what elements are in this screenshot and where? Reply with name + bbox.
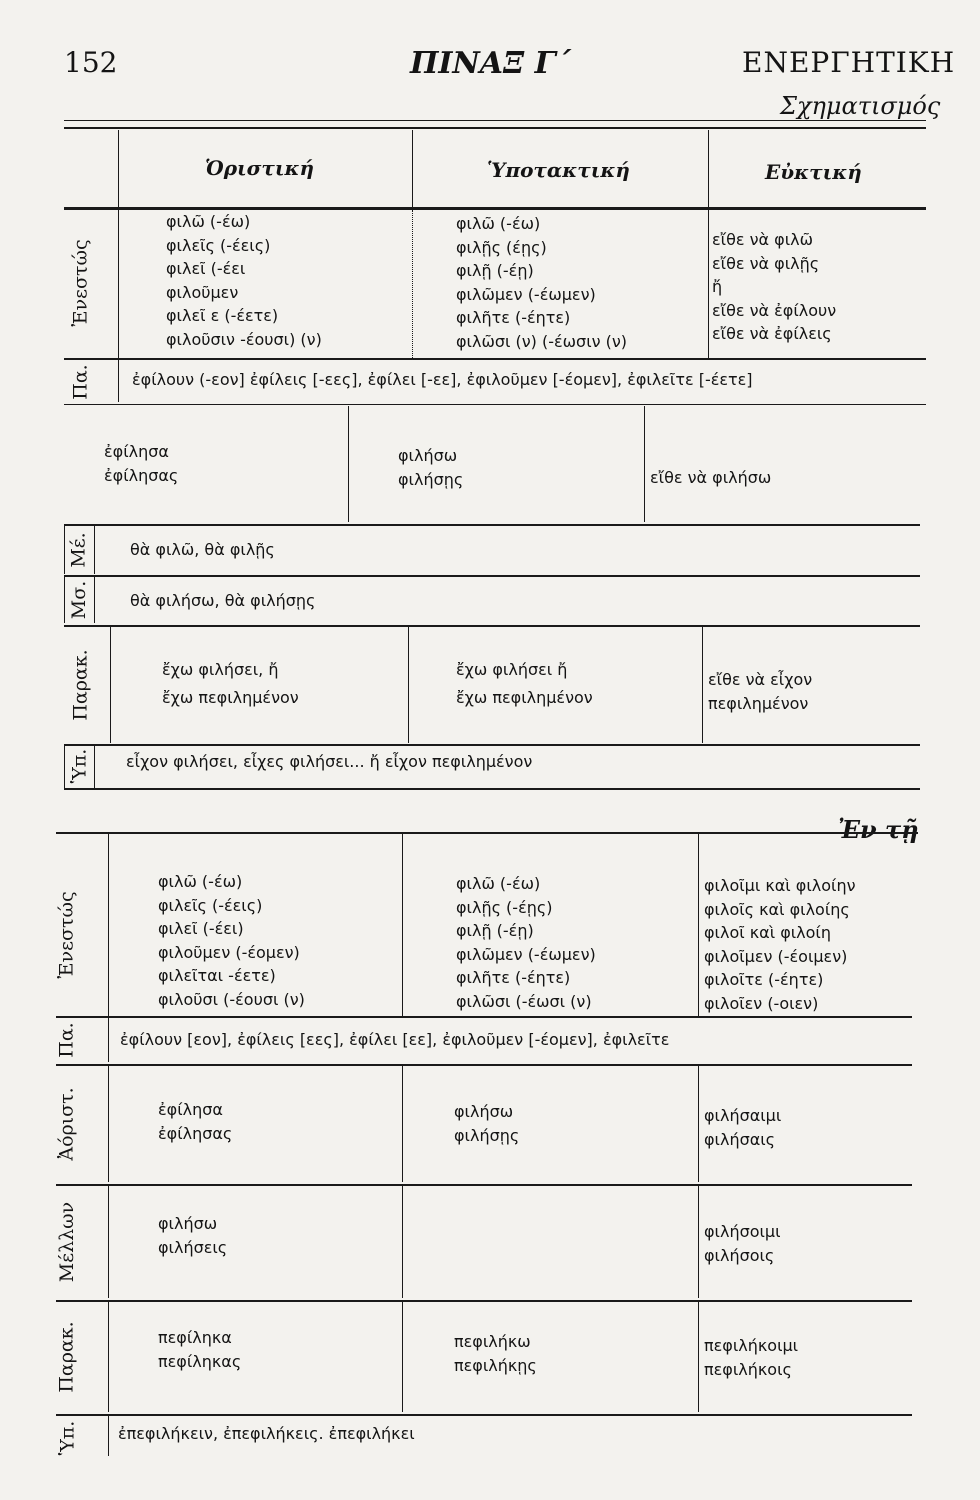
ancient-aorist-optative: φιλήσαιμι φιλήσαις xyxy=(704,1106,782,1149)
row-label-imperfect: Πα. xyxy=(70,364,93,400)
ancient-future-indicative: φιλήσω φιλήσεις xyxy=(158,1214,228,1257)
col-rule xyxy=(708,130,709,210)
ancient-aorist-indicative: ἐφίλησα ἐφίλησας xyxy=(158,1100,233,1143)
col-rule xyxy=(698,1066,699,1182)
ancient-perfect-indicative: πεφίληκα πεφίληκας xyxy=(158,1328,242,1371)
perfect-indicative: ἔχω φιλήσει, ἤ ἔχω πεφιλημένον xyxy=(162,660,299,707)
col-rule xyxy=(408,627,409,743)
future-cont-forms: θὰ φιλῶ, θὰ φιλῇς xyxy=(130,540,275,559)
col-rule xyxy=(108,834,109,1016)
ancient-future-optative: φιλήσοιμι φιλήσοις xyxy=(704,1222,781,1265)
pluperfect-forms: εἶχον φιλήσει, εἶχες φιλήσει... ἤ εἶχον πεφιλημένον xyxy=(126,752,533,771)
row-label-ancient-future: Μέλλων xyxy=(56,1201,78,1283)
row-label-ancient-present: Ἐνεστώς xyxy=(56,891,78,979)
ancient-present-subjunctive: φιλῶ (-έω) φιλῇς (-έῃς) φιλῇ (-έῃ) φιλῶμεν (-έωμεν) φιλῆτε (-έητε) φιλῶσι (-έωσι (ν) xyxy=(456,874,596,1011)
ancient-pluperfect-forms: ἐπεφιλήκειν, ἐπεφιλήκεις. ἐπεφιλήκει xyxy=(118,1424,415,1443)
row-label-ancient-imperfect: Πα. xyxy=(56,1022,79,1058)
row-label-ancient-pluperfect: Ὑπ. xyxy=(56,1420,79,1456)
col-rule xyxy=(108,1302,109,1412)
rule-top-2 xyxy=(64,127,926,129)
present-indicative: φιλῶ (-έω) φιλεῖς (-έεις) φιλεῖ (-έει φιλοῦμεν φιλεῖ ε (-έετε) φιλοῦσιν -έουσι) (ν) xyxy=(166,212,322,349)
rule xyxy=(56,1184,912,1186)
perfect-subjunctive: ἔχω φιλήσει ἤ ἔχω πεφιλημένον xyxy=(456,660,593,707)
col-rule xyxy=(94,577,95,623)
col-rule xyxy=(402,1302,403,1412)
col-rule xyxy=(412,130,413,210)
col-rule xyxy=(94,526,95,574)
row-label-ancient-aorist: Ἀόριστ. xyxy=(56,1087,78,1161)
present-subjunctive: φιλῶ (-έω) φιλῇς (έῃς) φιλῇ (-έῃ) φιλῶμεν (-έωμεν) φιλῆτε (-έητε) φιλῶσι (ν) (-έωσιν (ν) xyxy=(456,214,628,351)
col-rule xyxy=(708,210,709,358)
col-rule xyxy=(348,406,349,522)
col-rule xyxy=(698,1302,699,1412)
rule xyxy=(64,744,920,746)
col-rule xyxy=(412,210,413,358)
aorist-optative: εἴθε νὰ φιλήσω xyxy=(650,468,772,487)
rule xyxy=(64,524,920,526)
rule xyxy=(64,625,920,627)
aorist-subjunctive: φιλήσω φιλήσῃς xyxy=(398,446,464,489)
future-simple-forms: θὰ φιλήσω, θὰ φιλήσῃς xyxy=(130,591,316,610)
perfect-optative: εἴθε νὰ εἶχον πεφιλημένον xyxy=(708,670,813,713)
col-rule xyxy=(118,210,119,358)
row-label-future-cont: Μέ. xyxy=(68,532,90,568)
section-title: ΕΝΕΡΓΗΤΙΚΗ xyxy=(742,46,956,79)
page-number: 152 xyxy=(64,46,118,79)
rule xyxy=(56,1016,912,1018)
rule xyxy=(64,358,926,360)
rule xyxy=(56,1064,912,1066)
col-rule xyxy=(644,406,645,522)
col-rule xyxy=(110,627,111,743)
ancient-heading: Ἐν τῇ xyxy=(838,815,919,844)
ancient-present-optative: φιλοῖμι καὶ φιλοίην φιλοῖς καὶ φιλοίης φιλοῖ καὶ φιλοίη φιλοῖμεν (-έοιμεν) φιλοῖτε (-έητε) φιλοῖεν (-οιεν) xyxy=(704,876,856,1013)
section-subtitle: Σχηματισμός xyxy=(780,92,941,120)
ancient-aorist-subjunctive: φιλήσω φιλήσῃς xyxy=(454,1102,520,1145)
rule xyxy=(64,575,920,577)
ancient-present-indicative: φιλῶ (-έω) φιλεῖς (-έεις) φιλεῖ (-έει) φιλοῦμεν (-έομεν) φιλεῖται -έετε) φιλοῦσι (-έουσι (ν) xyxy=(158,872,305,1009)
ancient-perfect-subjunctive: πεφιλήκω πεφιλήκῃς xyxy=(454,1332,537,1375)
row-label-future-simple: Μσ. xyxy=(68,580,90,620)
col-rule xyxy=(402,1186,403,1298)
row-label-pluperfect: Ὑπ. xyxy=(68,748,91,784)
table-title: ΠΙΝΑΞ Γ΄ xyxy=(410,46,571,81)
col-rule xyxy=(108,1018,109,1062)
col-rule xyxy=(108,1066,109,1182)
column-head-indicative: Ὁριστική xyxy=(205,156,315,180)
row-label-ancient-perfect: Παρακ. xyxy=(56,1321,79,1393)
col-rule xyxy=(402,1066,403,1182)
column-head-optative: Εὐκτική xyxy=(765,160,862,184)
rule xyxy=(64,404,926,405)
row-label-perfect: Παρακ. xyxy=(70,649,93,721)
col-rule xyxy=(698,834,699,1016)
rule-top xyxy=(64,120,926,121)
col-rule xyxy=(702,627,703,743)
col-rule xyxy=(698,1186,699,1298)
aorist-indicative: ἐφίλησα ἐφίλησας xyxy=(104,442,179,485)
ancient-imperfect-forms: ἐφίλουν [εον], ἐφίλεις [εες], ἐφίλει [εε], ἐφιλοῦμεν [-έομεν], ἐφιλεῖτε xyxy=(120,1030,670,1049)
present-optative: εἴθε νὰ φιλῶ εἴθε νὰ φιλῇς ἤ εἴθε νὰ ἐφίλουν εἴθε νὰ ἐφίλεις xyxy=(712,230,837,343)
col-rule xyxy=(108,1416,109,1456)
rule xyxy=(56,1300,912,1302)
col-rule xyxy=(94,746,95,788)
ancient-perfect-optative: πεφιλήκοιμι πεφιλήκοις xyxy=(704,1336,799,1379)
row-label-present: Ἐνεστώς xyxy=(70,239,92,327)
col-rule xyxy=(402,834,403,1016)
rule xyxy=(56,832,918,834)
imperfect-forms: ἐφίλουν (-εον] ἐφίλεις [-εες], ἐφίλει [-εε], ἐφιλοῦμεν [-έομεν], ἐφιλεῖτε [-έετε] xyxy=(132,370,753,389)
column-head-subjunctive: Ὑποτακτική xyxy=(487,158,630,182)
rule xyxy=(64,788,920,790)
col-rule xyxy=(118,130,119,210)
rule xyxy=(56,1414,912,1416)
col-rule xyxy=(118,360,119,402)
col-rule xyxy=(108,1186,109,1298)
